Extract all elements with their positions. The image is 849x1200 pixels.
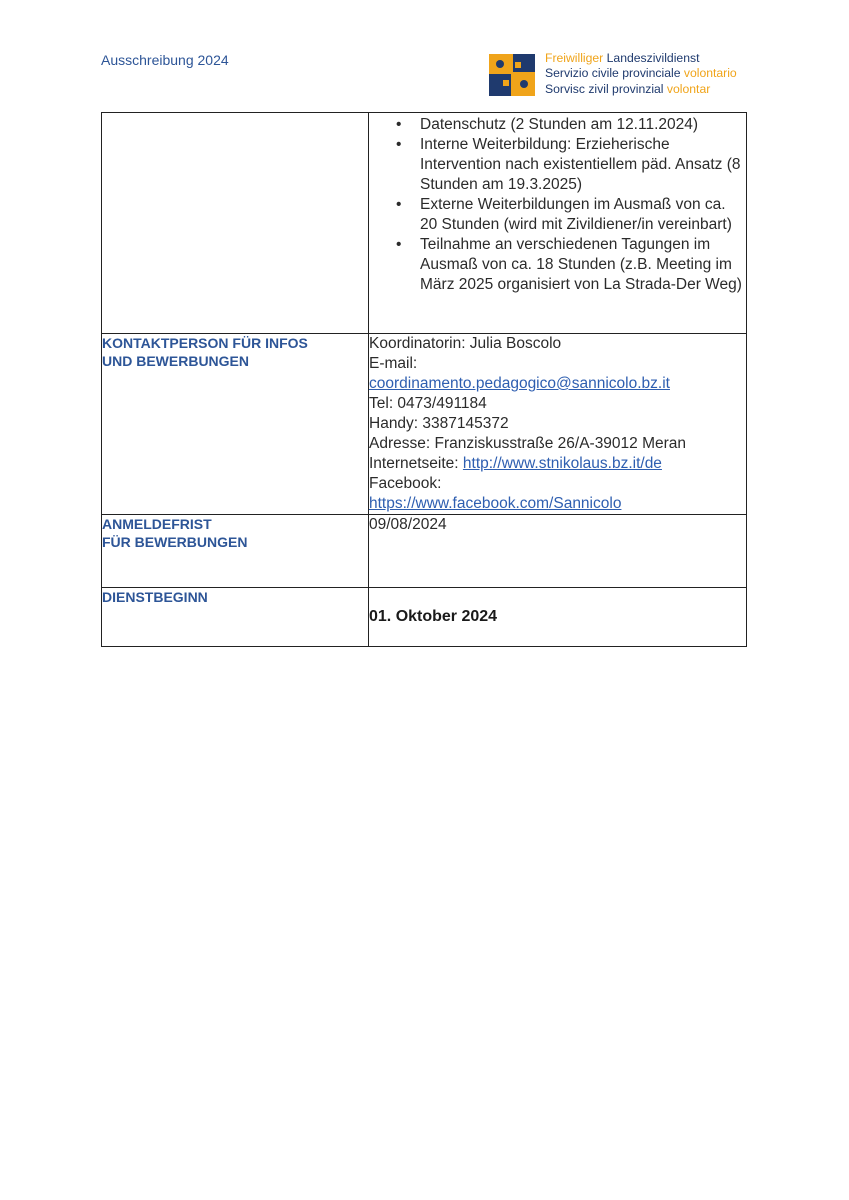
website-label: Internetseite: bbox=[369, 455, 463, 472]
website-link[interactable]: http://www.stnikolaus.bz.it/de bbox=[462, 455, 662, 472]
contact-row bbox=[102, 334, 747, 515]
training-cell bbox=[369, 113, 747, 334]
training-list bbox=[369, 115, 746, 295]
address: Adresse: Franziskusstraße 26/A-39012 Meran bbox=[369, 435, 687, 452]
deadline-value: 09/08/2024 bbox=[369, 516, 447, 533]
start-value: 01. Oktober 2024 bbox=[369, 608, 498, 625]
label-line: FÜR BEWERBUNGEN bbox=[102, 534, 248, 550]
empty-label-cell bbox=[102, 113, 369, 334]
deadline-label bbox=[102, 515, 369, 588]
start-row bbox=[102, 588, 747, 647]
logo-text: Landeszivildienst bbox=[606, 51, 700, 65]
list-item: • Interne Weiterbildung: Erzieherische Intervention nach existentiellem päd. Ansatz (8 Stunden am 19.3.2025) bbox=[420, 135, 746, 195]
deadline-row bbox=[102, 515, 747, 588]
phone-number: Tel: 0473/491184 bbox=[369, 395, 487, 412]
puzzle-logo-icon bbox=[489, 54, 535, 96]
deadline-cell bbox=[369, 515, 747, 588]
email-link[interactable]: coordinamento.pedagogico@sannicolo.bz.it bbox=[369, 375, 670, 392]
training-row bbox=[102, 113, 747, 334]
facebook-label: Facebook: bbox=[369, 475, 442, 492]
logo-text: volontar bbox=[666, 81, 711, 96]
document-title: Ausschreibung 2024 bbox=[101, 52, 229, 68]
list-item: • Teilnahme an verschiedenen Tagungen im Ausmaß von ca. 18 Stunden (z.B. Meeting im März 2025 organisiert von La Strada-Der Weg) bbox=[420, 235, 746, 295]
list-item: • Externe Weiterbildungen im Ausmaß von ca. 20 Stunden (wird mit Zivildiener/in vereinbart) bbox=[420, 195, 746, 235]
logo-text: Freiwilliger bbox=[545, 51, 604, 65]
email-label: E-mail: bbox=[369, 355, 418, 372]
coordinator-name: Koordinatorin: Julia Boscolo bbox=[369, 335, 562, 352]
label-line: ANMELDEFRIST bbox=[102, 516, 212, 532]
label-line: UND BEWERBUNGEN bbox=[102, 353, 249, 369]
info-table bbox=[101, 112, 747, 647]
logo-text: Sorvisc zivil provinzial bbox=[545, 81, 664, 96]
mobile-number: Handy: 3387145372 bbox=[369, 415, 509, 432]
logo-text: Servizio civile provinciale bbox=[545, 66, 681, 81]
contact-label bbox=[102, 334, 369, 515]
start-cell bbox=[369, 588, 747, 647]
logo-text: volontario bbox=[683, 66, 737, 81]
list-item: • Datenschutz (2 Stunden am 12.11.2024) bbox=[420, 115, 746, 135]
contact-cell bbox=[369, 334, 747, 515]
label-line: KONTAKTPERSON FÜR INFOS bbox=[102, 335, 308, 351]
start-label: DIENSTBEGINN bbox=[102, 588, 369, 647]
landeszivildienst-logo bbox=[489, 51, 769, 99]
facebook-link[interactable]: https://www.facebook.com/Sannicolo bbox=[369, 495, 622, 512]
